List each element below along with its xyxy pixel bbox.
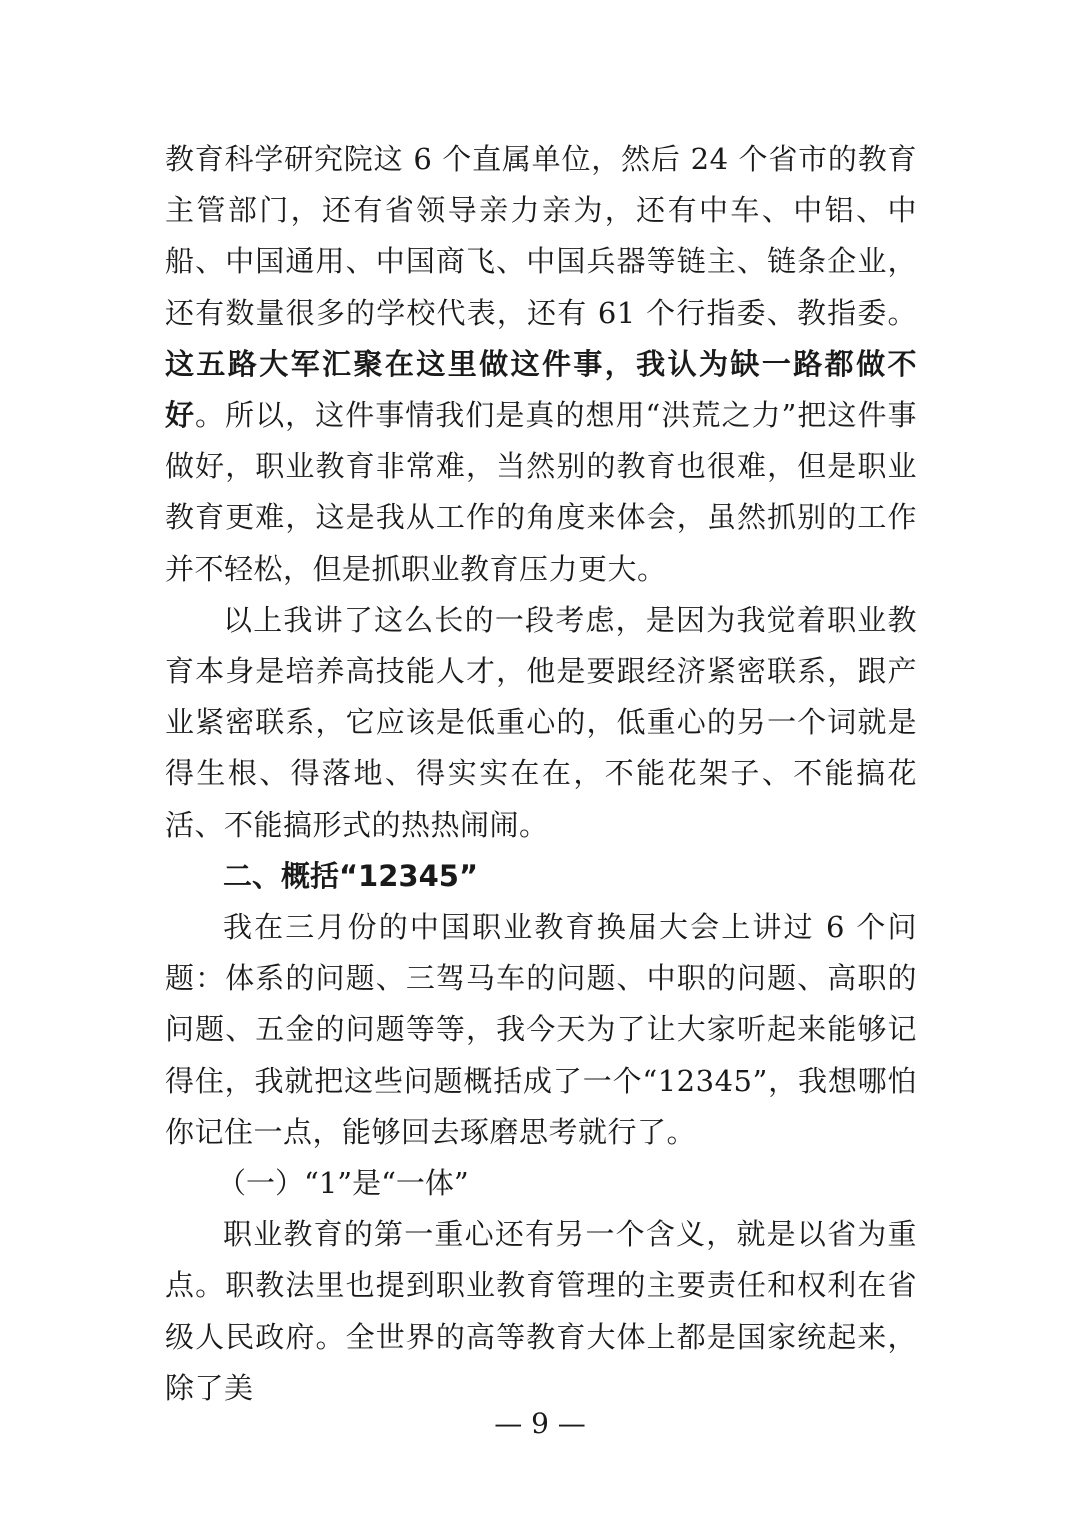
- paragraph: 职业教育的第一重心还有另一个含义，就是以省为重点。职教法里也提到职业教育管理的主要责任和权利在省级人民政府。全世界的高等教育大体上都是国家统起来，除了美: [165, 1217, 917, 1405]
- paragraph: 以上我讲了这么长的一段考虑，是因为我觉着职业教育本身是培养高技能人才，他是要跟经济紧密联系，跟产业紧密联系，它应该是低重心的，低重心的另一个词就是得生根、得落地、得实实在在，不能花架子、不能搞花活、不能搞形式的热热闹闹。: [165, 602, 917, 842]
- paragraph-text: 教育科学研究院这 6 个直属单位，然后 24 个省市的教育主管部门，还有省领导亲力亲为，还有中车、中铝、中船、中国通用、中国商飞、中国兵器等链主、链条企业，还有数量很多的学校代表，还有 61 个行指委、教指委。: [165, 142, 917, 330]
- document-body: [165, 134, 917, 1414]
- paragraph-text: 。所以，这件事情我们是真的想用“洪荒之力”把这件事做好，职业教育非常难，当然别的教育也很难，但是职业教育更难，这是我从工作的角度来体会，虽然抓别的工作并不轻松，但是抓职业教育压力更大。: [165, 398, 917, 586]
- subsection-heading: （一）“1”是“一体”: [217, 1166, 469, 1201]
- page-number: — 9 —: [494, 1407, 586, 1440]
- paragraph-continuation: [165, 134, 917, 595]
- bold-emphasis: 这五路大军汇聚在这里做这件事，我认为缺一路都做不好: [165, 346, 917, 433]
- paragraph: 我在三月份的中国职业教育换届大会上讲过 6 个问题：体系的问题、三驾马车的问题、中职的问题、高职的问题、五金的问题等等，我今天为了让大家听起来能够记得住，我就把这些问题概括成了一个“12345”，我想哪怕你记住一点，能够回去琢磨思考就行了。: [165, 910, 917, 1149]
- section-heading: 二、概括“12345”: [223, 858, 479, 893]
